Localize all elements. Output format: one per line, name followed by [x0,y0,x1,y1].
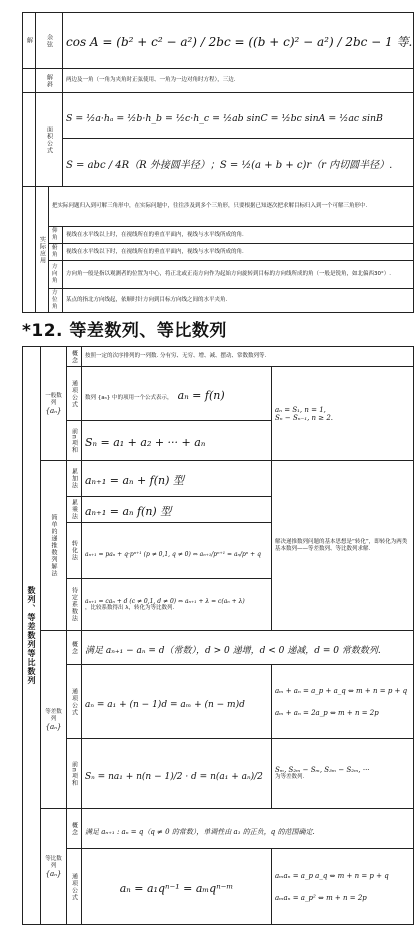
arith-sum-prop-note: 为等差数列. [275,774,305,780]
area-side-label: 面积公式 [36,93,63,187]
section-title: *12. 等差数列、等比数列 [22,321,227,341]
geom-formula-label: 通项公式 [67,849,82,925]
arith-concept-label: 概念 [67,631,82,665]
arith-prop-1: aₘ + aₙ = a_p + a_q ⇔ m + n = p + q [275,686,408,695]
geom-concept-cell [82,809,414,849]
recurrence-add-label: 累加法 [67,461,82,497]
outer-label: 数列、等差数列等比数列 [23,347,41,925]
recurrence-add-cell [82,461,272,497]
arith-label-cell [41,631,67,809]
arith-label-sub: {aₙ} [45,722,62,731]
arith-sum-label: 前n项和 [67,739,82,809]
geom-label-sub: {aₙ} [45,869,62,878]
arith-formula-cell [82,665,272,739]
general-relation-cell [272,367,414,461]
area-formula-2: S = abc / 4R（R 外接圆半径）；S = ½(a + b + c)r（r 内切圆半径）. [66,160,393,171]
recurrence-undet-note: ，比较系数得出 λ，转化为等比数列. [85,604,175,611]
geom-label-cell [41,809,67,925]
general-formula-cell [82,367,272,421]
left-label-top: 解 [23,13,36,69]
recurrence-conv-label: 转化法 [67,523,82,579]
general-relation-2: Sₙ − Sₙ₋₁, n ≥ 2. [275,413,334,422]
general-concept-desc: 按照一定的次序排列的一列数. 分有穷、无穷、增、减、摆动、常数数列等. [82,347,414,367]
general-sum-cell [82,421,272,461]
geom-concept-desc: 满足 aₙ₊₁ : aₙ = q（q ≠ 0 的常数），单调性由 a₁ 的正负，q 的范围确定. [85,828,315,836]
arith-sum-prop-cell [272,739,414,809]
arith-label: 等差数列 [45,708,62,722]
geom-prop-2: aₘaₙ = a_p² ⇔ m + n = 2p [275,893,367,902]
general-formula-label: 通项公式 [67,367,82,421]
geom-prop-cell [272,849,414,925]
geom-prop-1: aₘaₙ = a_p a_q ⇔ m + n = p + q [275,871,389,880]
row-desc: 方向角一般是指以观测者的位置为中心，将正北或正南方向作为起始方向旋转到目标的方向线所成的角（一般是锐角，如北偏西30°）. [63,261,414,289]
recurrence-undet-label: 待定系数法 [67,579,82,631]
arith-concept-cell [82,631,414,665]
row-term: 方向角 [49,261,63,289]
general-label-sub: {aₙ} [45,406,62,415]
arith-sum-prop: Sₘ, S₂ₘ − Sₘ, S₃ₘ − S₂ₘ, ··· [275,766,370,774]
cos-label: 余弦 [36,13,63,69]
arith-prop-cell [272,665,414,739]
cos-formula: cos A = (b² + c² − a²) / 2bc = ((b + c)² − a²) / 2bc − 1 等. [66,35,413,49]
recurrence-conv-expr: aₙ₊₁ = paₙ + q·pⁿ⁺¹ (p ≠ 0,1, q ≠ 0) ⇔ aₙ₊₁/pⁿ⁺¹ = aₙ/pⁿ + q [85,551,261,558]
arith-formula-expr: aₙ = a₁ + (n − 1)d = aₘ + (n − m)d [85,700,245,710]
triangle-table [22,12,414,313]
arith-prop-2: aₘ + aₙ = 2a_p ⇔ m + n = 2p [275,708,379,717]
practical-label: 实际应用 [36,187,49,313]
general-formula-expr: aₙ = f(n) [177,389,225,402]
row-desc: 某点的指北方向线起，依顺时针方向到目标方向线之间的水平夹角. [63,289,414,313]
geom-label: 等比数列 [45,855,62,869]
area-formula-1-cell [63,93,414,139]
area-formula-1: S = ½a·hₐ = ½b·h_b = ½c·h_c = ½ab sinC = ½bc sinA = ½ac sinB [66,113,383,124]
solve-desc: 两边及一角（一角为夹角时正弦使用、一角为一边对角时方程），三边. [63,69,414,93]
practical-desc: 把实际问题归入到可解三角形中，在实际问题中，往往涉及到多个三角形，只要根据已知逐次把求解目标归入到一个可解三角形中. [49,187,414,227]
general-relation-1: aₙ = S₁, n = 1, [275,405,326,414]
recurrence-label: 简单的递推数列解法 [41,461,67,631]
row-term: 仰角 [49,227,63,244]
recurrence-mul-cell [82,497,272,523]
recurrence-undet-cell [82,579,272,631]
arith-sum-cell [82,739,272,809]
row-desc: 视线在水平线以上时，在视线所在的垂直平面内，视线与水平线所成的角. [63,227,414,244]
row-term: 俯角 [49,244,63,261]
area-formula-2-cell [63,139,414,187]
general-formula-desc: 数列 {aₙ} 中的项用一个公式表示， [85,395,173,401]
general-sum-label: 前n项和 [67,421,82,461]
geom-concept-label: 概念 [67,809,82,849]
solve-label: 解斜 [36,69,63,93]
geom-formula-cell [82,849,272,925]
recurrence-mul-expr: aₙ₊₁ = aₙ f(n) 型 [85,505,172,518]
arith-concept-desc: 满足 aₙ₊₁ − aₙ = d（常数），d > 0 递增，d < 0 递减，d = 0 常数数列. [85,646,381,656]
row-term: 方位角 [49,289,63,313]
recurrence-add-expr: aₙ₊₁ = aₙ + f(n) 型 [85,474,184,487]
arith-sum-expr: Sₙ = na₁ + n(n − 1)/2 · d = n(a₁ + aₙ)/2 [85,772,263,782]
cos-formula-cell [63,13,414,69]
recurrence-note: 解决递推数列问题的基本思想是“转化”，即转化为两类基本数列——等差数列、等比数列求解. [272,461,414,631]
general-sum-expr: Sₙ = a₁ + a₂ + ··· + aₙ [85,436,206,449]
general-concept-label: 概念 [67,347,82,367]
recurrence-mul-label: 累乘法 [67,497,82,523]
general-label: 一般数列 [45,392,62,406]
geom-formula-expr: aₙ = a₁qⁿ⁻¹ = aₘqⁿ⁻ᵐ [119,882,234,895]
row-desc: 视线在水平线以下时，在视线所在的垂直平面内，视线与水平线所成的角. [63,244,414,261]
recurrence-conv-cell [82,523,272,579]
arith-formula-label: 通项公式 [67,665,82,739]
recurrence-undet-expr: aₙ₊₁ = caₙ + d (c ≠ 0,1, d ≠ 0) ⇔ aₙ₊₁ + λ = c(aₙ + λ) [85,597,245,605]
general-label-cell [41,347,67,461]
sequence-table [22,346,414,925]
